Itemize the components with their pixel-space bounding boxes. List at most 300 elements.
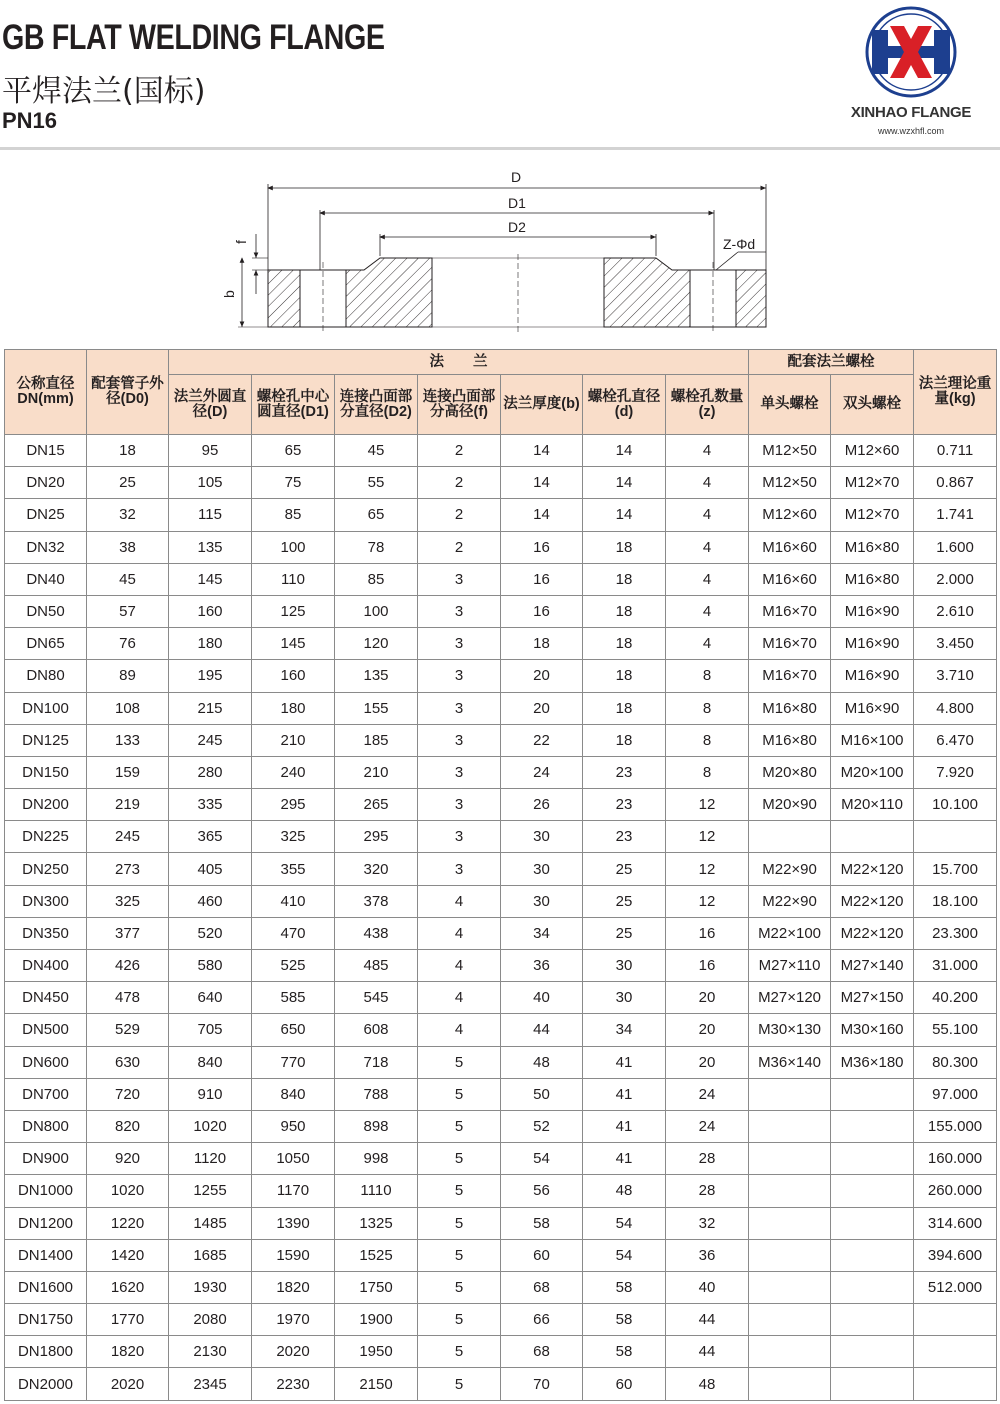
cell-hole-count: 44 [666, 1336, 749, 1368]
flange-spec-table [4, 349, 997, 1401]
cell-hole-d: 18 [583, 692, 666, 724]
cell-weight [914, 1336, 997, 1368]
cell-raised-face-d: 788 [335, 1078, 418, 1110]
cell-bolt-circle: 2020 [252, 1336, 335, 1368]
cell-hole-count: 4 [666, 595, 749, 627]
cell-single-bolt [749, 1239, 831, 1271]
cell-outer-d: 1685 [169, 1239, 252, 1271]
cell-hole-d: 25 [583, 885, 666, 917]
cell-single-bolt: M22×100 [749, 917, 831, 949]
cell-raised-face-f: 3 [418, 595, 501, 627]
cell-raised-face-d: 155 [335, 692, 418, 724]
cell-bolt-circle: 950 [252, 1110, 335, 1142]
cell-hole-count: 4 [666, 563, 749, 595]
cell-double-bolt [831, 1368, 914, 1400]
cell-weight: 4.800 [914, 692, 997, 724]
header-bolt-circle: 螺栓孔中心圆直径(D1) [252, 375, 335, 435]
cell-thickness: 30 [501, 821, 583, 853]
cell-thickness: 14 [501, 499, 583, 531]
header-raised-face-diameter: 连接凸面部分直径(D2) [335, 375, 418, 435]
cell-thickness: 70 [501, 1368, 583, 1400]
cell-raised-face-d: 898 [335, 1110, 418, 1142]
cell-hole-d: 23 [583, 789, 666, 821]
cell-outer-d: 460 [169, 885, 252, 917]
cell-double-bolt [831, 821, 914, 853]
cell-bolt-circle: 840 [252, 1078, 335, 1110]
cell-hole-d: 30 [583, 982, 666, 1014]
cell-single-bolt [749, 1336, 831, 1368]
cell-hole-count: 8 [666, 692, 749, 724]
cell-hole-count: 20 [666, 1014, 749, 1046]
cell-raised-face-d: 210 [335, 756, 418, 788]
dim-label-b: b [221, 290, 237, 298]
cell-bolt-circle: 75 [252, 467, 335, 499]
header-outer-diameter: 法兰外圆直径(D) [169, 375, 252, 435]
cell-raised-face-d: 265 [335, 789, 418, 821]
cell-thickness: 52 [501, 1110, 583, 1142]
cell-double-bolt [831, 1239, 914, 1271]
cell-weight: 55.100 [914, 1014, 997, 1046]
cell-hole-d: 25 [583, 853, 666, 885]
table-row [5, 853, 997, 885]
cell-raised-face-d: 1325 [335, 1207, 418, 1239]
cell-dn: DN100 [5, 692, 87, 724]
cell-pipe-od: 325 [87, 885, 169, 917]
cell-outer-d: 405 [169, 853, 252, 885]
cell-bolt-circle: 125 [252, 595, 335, 627]
cell-outer-d: 135 [169, 531, 252, 563]
cell-thickness: 14 [501, 467, 583, 499]
cell-thickness: 66 [501, 1304, 583, 1336]
table-row [5, 885, 997, 917]
cell-pipe-od: 1620 [87, 1271, 169, 1303]
cell-weight: 0.711 [914, 435, 997, 467]
pressure-rating: PN16 [2, 108, 58, 133]
dim-label-D1: D1 [508, 195, 526, 211]
cell-raised-face-f: 3 [418, 628, 501, 660]
cell-pipe-od: 426 [87, 950, 169, 982]
cell-double-bolt: M22×120 [831, 917, 914, 949]
cell-hole-count: 4 [666, 499, 749, 531]
cell-single-bolt [749, 1143, 831, 1175]
cell-dn: DN20 [5, 467, 87, 499]
cell-bolt-circle: 65 [252, 435, 335, 467]
cell-raised-face-d: 718 [335, 1046, 418, 1078]
cell-pipe-od: 478 [87, 982, 169, 1014]
cell-weight: 0.867 [914, 467, 997, 499]
cell-single-bolt: M16×80 [749, 724, 831, 756]
cell-hole-d: 14 [583, 467, 666, 499]
header-bolt-hole-diameter: 螺栓孔直径(d) [583, 375, 666, 435]
cell-dn: DN300 [5, 885, 87, 917]
cell-single-bolt: M30×130 [749, 1014, 831, 1046]
table-row [5, 692, 997, 724]
cell-hole-count: 16 [666, 917, 749, 949]
cell-hole-count: 16 [666, 950, 749, 982]
cell-single-bolt: M36×140 [749, 1046, 831, 1078]
cell-single-bolt: M16×60 [749, 531, 831, 563]
cell-hole-d: 30 [583, 950, 666, 982]
cell-double-bolt [831, 1304, 914, 1336]
cell-outer-d: 705 [169, 1014, 252, 1046]
cell-hole-count: 8 [666, 660, 749, 692]
cell-pipe-od: 920 [87, 1143, 169, 1175]
cell-thickness: 68 [501, 1271, 583, 1303]
cell-thickness: 56 [501, 1175, 583, 1207]
cell-single-bolt: M12×50 [749, 467, 831, 499]
cell-outer-d: 910 [169, 1078, 252, 1110]
cell-hole-d: 18 [583, 660, 666, 692]
dim-label-holes: Z-Φd [723, 236, 756, 252]
table-row [5, 1271, 997, 1303]
cell-dn: DN800 [5, 1110, 87, 1142]
cell-raised-face-f: 3 [418, 724, 501, 756]
dim-label-f: f [233, 240, 249, 244]
cell-weight: 394.600 [914, 1239, 997, 1271]
cell-bolt-circle: 110 [252, 563, 335, 595]
cell-pipe-od: 57 [87, 595, 169, 627]
cell-outer-d: 365 [169, 821, 252, 853]
brand-url: www.wzxhfl.com [877, 126, 944, 136]
page-title-chinese: 平焊法兰(国标) [2, 74, 206, 109]
cell-single-bolt: M12×60 [749, 499, 831, 531]
cell-raised-face-d: 485 [335, 950, 418, 982]
cell-bolt-circle: 180 [252, 692, 335, 724]
cell-pipe-od: 630 [87, 1046, 169, 1078]
cell-raised-face-f: 4 [418, 1014, 501, 1046]
cell-double-bolt: M22×120 [831, 885, 914, 917]
cell-dn: DN1800 [5, 1336, 87, 1368]
cell-dn: DN225 [5, 821, 87, 853]
cell-dn: DN200 [5, 789, 87, 821]
cell-hole-count: 12 [666, 789, 749, 821]
cell-weight: 40.200 [914, 982, 997, 1014]
cell-dn: DN2000 [5, 1368, 87, 1400]
cell-raised-face-d: 998 [335, 1143, 418, 1175]
cell-double-bolt [831, 1336, 914, 1368]
cell-raised-face-d: 45 [335, 435, 418, 467]
cell-single-bolt [749, 1207, 831, 1239]
cell-single-bolt: M16×70 [749, 628, 831, 660]
cell-bolt-circle: 585 [252, 982, 335, 1014]
cell-single-bolt [749, 1078, 831, 1110]
table-row [5, 1046, 997, 1078]
cell-single-bolt: M16×80 [749, 692, 831, 724]
cell-raised-face-f: 2 [418, 467, 501, 499]
cell-hole-d: 48 [583, 1175, 666, 1207]
cell-double-bolt: M16×80 [831, 563, 914, 595]
header-weight: 法兰理论重量(kg) [914, 350, 997, 435]
cell-pipe-od: 32 [87, 499, 169, 531]
cell-raised-face-f: 5 [418, 1175, 501, 1207]
spec-table-body [5, 435, 997, 1401]
cell-raised-face-f: 5 [418, 1143, 501, 1175]
cell-pipe-od: 820 [87, 1110, 169, 1142]
cell-dn: DN25 [5, 499, 87, 531]
cell-bolt-circle: 295 [252, 789, 335, 821]
cell-thickness: 48 [501, 1046, 583, 1078]
cell-thickness: 44 [501, 1014, 583, 1046]
cell-weight: 1.741 [914, 499, 997, 531]
cell-thickness: 26 [501, 789, 583, 821]
cell-hole-d: 54 [583, 1207, 666, 1239]
cell-single-bolt: M27×120 [749, 982, 831, 1014]
cell-pipe-od: 1220 [87, 1207, 169, 1239]
cell-pipe-od: 245 [87, 821, 169, 853]
cell-single-bolt [749, 1271, 831, 1303]
table-row [5, 595, 997, 627]
cell-weight: 6.470 [914, 724, 997, 756]
table-row [5, 1239, 997, 1271]
cell-outer-d: 2080 [169, 1304, 252, 1336]
cell-weight: 23.300 [914, 917, 997, 949]
cell-weight: 7.920 [914, 756, 997, 788]
cell-dn: DN40 [5, 563, 87, 595]
table-row [5, 950, 997, 982]
header-double-bolt: 双头螺栓 [831, 375, 914, 435]
cell-double-bolt: M16×90 [831, 660, 914, 692]
cell-raised-face-d: 320 [335, 853, 418, 885]
cell-outer-d: 1020 [169, 1110, 252, 1142]
header-raised-face-height: 连接凸面部分高径(f) [418, 375, 501, 435]
cell-thickness: 30 [501, 885, 583, 917]
cell-double-bolt: M16×100 [831, 724, 914, 756]
cell-raised-face-d: 78 [335, 531, 418, 563]
cell-thickness: 16 [501, 531, 583, 563]
cell-raised-face-f: 2 [418, 531, 501, 563]
cell-thickness: 30 [501, 853, 583, 885]
page-title: GB FLAT WELDING FLANGE [2, 18, 385, 57]
cell-raised-face-d: 438 [335, 917, 418, 949]
cell-raised-face-f: 2 [418, 435, 501, 467]
table-row [5, 499, 997, 531]
table-row [5, 435, 997, 467]
cell-thickness: 20 [501, 692, 583, 724]
table-row [5, 917, 997, 949]
table-row [5, 628, 997, 660]
cell-weight: 260.000 [914, 1175, 997, 1207]
table-row [5, 1207, 997, 1239]
table-row [5, 531, 997, 563]
cell-dn: DN900 [5, 1143, 87, 1175]
cell-bolt-circle: 325 [252, 821, 335, 853]
cell-dn: DN1600 [5, 1271, 87, 1303]
cell-dn: DN500 [5, 1014, 87, 1046]
header-thickness: 法兰厚度(b) [501, 375, 583, 435]
cell-raised-face-d: 378 [335, 885, 418, 917]
cell-hole-count: 12 [666, 821, 749, 853]
cell-raised-face-f: 3 [418, 756, 501, 788]
cell-raised-face-d: 545 [335, 982, 418, 1014]
cell-outer-d: 105 [169, 467, 252, 499]
table-row [5, 660, 997, 692]
cell-bolt-circle: 355 [252, 853, 335, 885]
cell-outer-d: 1255 [169, 1175, 252, 1207]
cell-dn: DN1400 [5, 1239, 87, 1271]
cell-thickness: 60 [501, 1239, 583, 1271]
cell-hole-d: 23 [583, 821, 666, 853]
cell-dn: DN600 [5, 1046, 87, 1078]
cell-raised-face-d: 185 [335, 724, 418, 756]
cell-bolt-circle: 650 [252, 1014, 335, 1046]
cell-bolt-circle: 1590 [252, 1239, 335, 1271]
cell-thickness: 34 [501, 917, 583, 949]
table-row [5, 467, 997, 499]
cell-raised-face-f: 3 [418, 789, 501, 821]
cell-raised-face-d: 1750 [335, 1271, 418, 1303]
cell-raised-face-f: 5 [418, 1304, 501, 1336]
cell-hole-d: 18 [583, 628, 666, 660]
cell-hole-d: 25 [583, 917, 666, 949]
cell-hole-d: 14 [583, 499, 666, 531]
cell-outer-d: 520 [169, 917, 252, 949]
cell-hole-d: 41 [583, 1143, 666, 1175]
cell-single-bolt: M16×70 [749, 595, 831, 627]
table-row [5, 1175, 997, 1207]
cell-hole-count: 12 [666, 853, 749, 885]
cell-pipe-od: 45 [87, 563, 169, 595]
cell-weight: 3.710 [914, 660, 997, 692]
cell-raised-face-f: 5 [418, 1239, 501, 1271]
cell-outer-d: 95 [169, 435, 252, 467]
cell-hole-count: 48 [666, 1368, 749, 1400]
cell-thickness: 18 [501, 628, 583, 660]
cell-weight: 1.600 [914, 531, 997, 563]
cell-hole-count: 12 [666, 885, 749, 917]
cell-raised-face-f: 5 [418, 1207, 501, 1239]
cell-thickness: 16 [501, 595, 583, 627]
cell-double-bolt: M16×90 [831, 595, 914, 627]
cell-double-bolt: M12×70 [831, 467, 914, 499]
cell-raised-face-f: 5 [418, 1110, 501, 1142]
cell-raised-face-f: 3 [418, 660, 501, 692]
cell-hole-d: 23 [583, 756, 666, 788]
table-row [5, 1336, 997, 1368]
cell-hole-count: 8 [666, 756, 749, 788]
cell-bolt-circle: 1390 [252, 1207, 335, 1239]
cell-bolt-circle: 210 [252, 724, 335, 756]
cell-weight: 314.600 [914, 1207, 997, 1239]
cell-pipe-od: 89 [87, 660, 169, 692]
header-bolt-group: 配套法兰螺栓 [749, 350, 914, 375]
cell-hole-count: 24 [666, 1110, 749, 1142]
cell-hole-d: 41 [583, 1046, 666, 1078]
cell-single-bolt: M16×60 [749, 563, 831, 595]
cell-hole-count: 28 [666, 1143, 749, 1175]
cell-double-bolt: M20×100 [831, 756, 914, 788]
cell-single-bolt: M16×70 [749, 660, 831, 692]
brand-name: XINHAO FLANGE [850, 104, 972, 121]
table-row [5, 1304, 997, 1336]
cell-outer-d: 640 [169, 982, 252, 1014]
cell-dn: DN1750 [5, 1304, 87, 1336]
header-divider [0, 147, 1000, 150]
cell-weight: 18.100 [914, 885, 997, 917]
cell-bolt-circle: 1170 [252, 1175, 335, 1207]
cell-outer-d: 1485 [169, 1207, 252, 1239]
cell-pipe-od: 2020 [87, 1368, 169, 1400]
cell-double-bolt: M36×180 [831, 1046, 914, 1078]
table-row [5, 1014, 997, 1046]
cell-single-bolt [749, 821, 831, 853]
cell-double-bolt [831, 1175, 914, 1207]
cell-hole-count: 32 [666, 1207, 749, 1239]
cell-double-bolt [831, 1078, 914, 1110]
cell-weight: 155.000 [914, 1110, 997, 1142]
cell-raised-face-d: 1525 [335, 1239, 418, 1271]
cell-weight: 2.000 [914, 563, 997, 595]
cell-raised-face-f: 3 [418, 563, 501, 595]
cell-outer-d: 335 [169, 789, 252, 821]
cell-dn: DN350 [5, 917, 87, 949]
cell-bolt-circle: 85 [252, 499, 335, 531]
cell-dn: DN50 [5, 595, 87, 627]
cell-dn: DN15 [5, 435, 87, 467]
cell-single-bolt: M12×50 [749, 435, 831, 467]
cell-dn: DN400 [5, 950, 87, 982]
cell-raised-face-f: 4 [418, 885, 501, 917]
cell-hole-d: 41 [583, 1110, 666, 1142]
cell-raised-face-d: 85 [335, 563, 418, 595]
cell-dn: DN1000 [5, 1175, 87, 1207]
cell-double-bolt: M30×160 [831, 1014, 914, 1046]
cell-raised-face-d: 100 [335, 595, 418, 627]
cell-raised-face-d: 55 [335, 467, 418, 499]
cell-bolt-circle: 1050 [252, 1143, 335, 1175]
cell-outer-d: 195 [169, 660, 252, 692]
cell-pipe-od: 159 [87, 756, 169, 788]
cell-outer-d: 180 [169, 628, 252, 660]
cell-pipe-od: 720 [87, 1078, 169, 1110]
cell-single-bolt: M27×110 [749, 950, 831, 982]
cell-raised-face-f: 4 [418, 982, 501, 1014]
cell-single-bolt: M20×80 [749, 756, 831, 788]
cell-bolt-circle: 1970 [252, 1304, 335, 1336]
cell-hole-count: 40 [666, 1271, 749, 1303]
cell-double-bolt: M27×140 [831, 950, 914, 982]
cell-dn: DN250 [5, 853, 87, 885]
cell-raised-face-d: 1900 [335, 1304, 418, 1336]
cell-weight [914, 1368, 997, 1400]
cell-pipe-od: 1770 [87, 1304, 169, 1336]
cell-raised-face-d: 120 [335, 628, 418, 660]
cell-outer-d: 115 [169, 499, 252, 531]
cell-bolt-circle: 145 [252, 628, 335, 660]
cell-thickness: 24 [501, 756, 583, 788]
cell-bolt-circle: 100 [252, 531, 335, 563]
cell-dn: DN1200 [5, 1207, 87, 1239]
cell-raised-face-d: 608 [335, 1014, 418, 1046]
cell-double-bolt [831, 1110, 914, 1142]
cell-outer-d: 1930 [169, 1271, 252, 1303]
cell-outer-d: 840 [169, 1046, 252, 1078]
cell-pipe-od: 1820 [87, 1336, 169, 1368]
cell-raised-face-f: 4 [418, 950, 501, 982]
cell-single-bolt: M22×90 [749, 885, 831, 917]
cell-double-bolt: M12×60 [831, 435, 914, 467]
cell-dn: DN700 [5, 1078, 87, 1110]
cell-thickness: 40 [501, 982, 583, 1014]
brand-logo [846, 4, 976, 144]
cell-double-bolt [831, 1207, 914, 1239]
cell-hole-d: 18 [583, 595, 666, 627]
cell-outer-d: 1120 [169, 1143, 252, 1175]
header-pipe-od: 配套管子外径(D0) [87, 350, 169, 435]
cell-outer-d: 160 [169, 595, 252, 627]
cell-double-bolt: M12×70 [831, 499, 914, 531]
cell-hole-d: 58 [583, 1271, 666, 1303]
cell-pipe-od: 377 [87, 917, 169, 949]
